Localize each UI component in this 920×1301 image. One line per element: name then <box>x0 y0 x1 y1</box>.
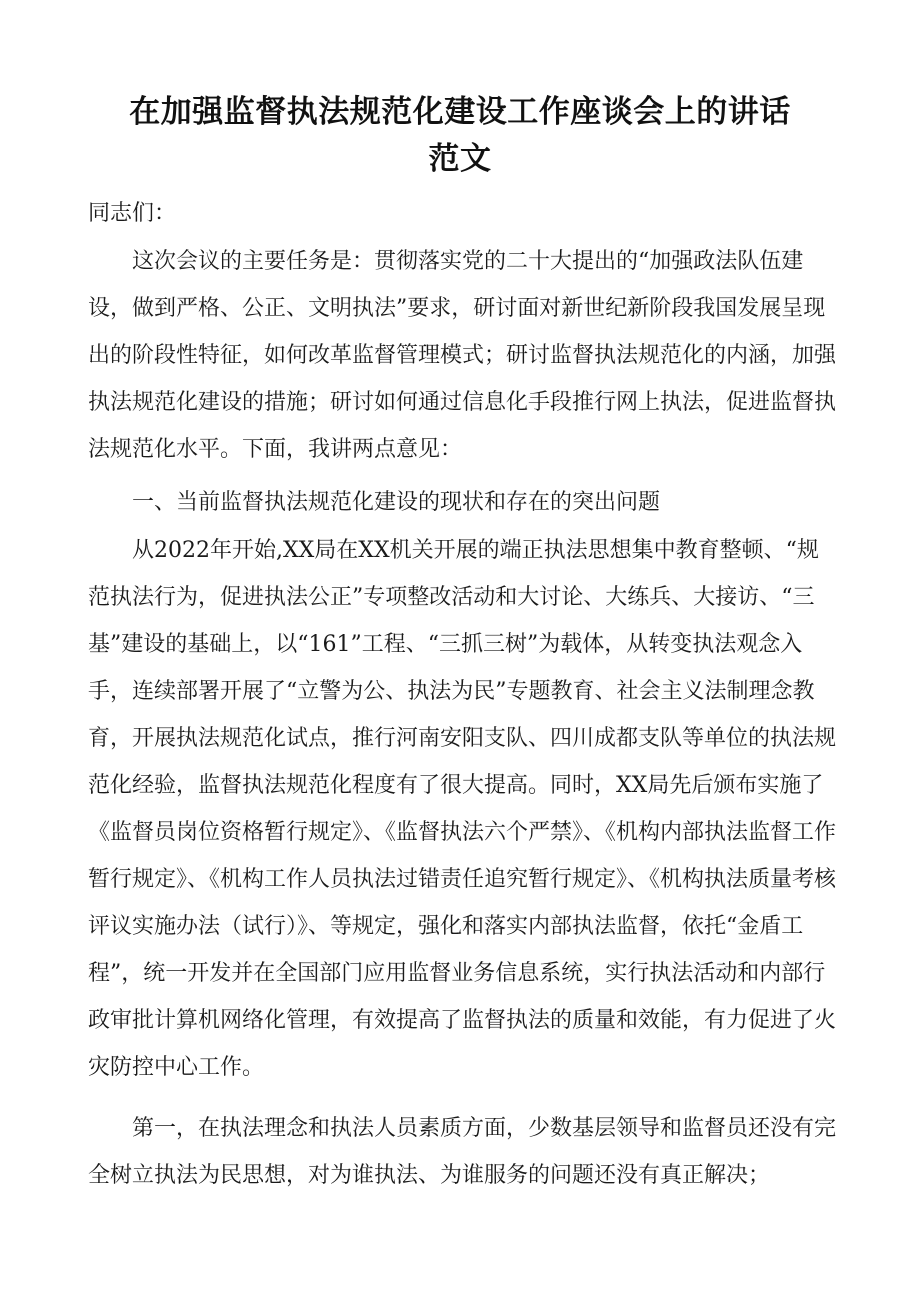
salutation: 同志们： <box>88 201 177 226</box>
document-title-line-1: 在加强监督执法规范化建设工作座谈会上的讲话 <box>129 94 791 130</box>
paragraph-status: 从2022年开始,XX局在XX机关开展的端正执法思想集中教育整顿、“规范执法行为，促进执法公正”专项整改活动和大讨论、大练兵、大接访、“三基”建设的基础上，以“161”工程、“三抓三树”为载体，从转变执法观念入手，连续部署开展了“立警为公、执法为民”专题教育、社会主义法制理念教育，开展执法规范化试点，推行河南安阳支队、四川成都支队等单位的执法规范化经验，监督执法规范化程度有了很大提高。同时，XX局先后颁布实施了《监督员岗位资格暂行规定》、《监督执法六个严禁》、《机构内部执法监督工作暂行规定》、《机构工作人员执法过错责任追究暂行规定》、《机构执法质量考核评议实施办法（试行）》、等规定，强化和落实内部执法监督，依托“金盾工程”，统一开发并在全国部门应用监督业务信息系统，实行执法活动和内部行政审批计算机网络化管理，有效提高了监督执法的质量和效能，有力促进了火灾防控中心工作。 <box>88 538 837 1080</box>
paragraph-first-point: 第一，在执法理念和执法人员素质方面，少数基层领导和监督员还没有完全树立执法为民思想，对为谁执法、为谁服务的问题还没有真正解决； <box>88 1116 837 1188</box>
section-heading: 一、当前监督执法规范化建设的现状和存在的突出问题 <box>132 490 661 515</box>
paragraph-intro: 这次会议的主要任务是：贯彻落实党的二十大提出的“加强政法队伍建设，做到严格、公正、文明执法”要求，研讨面对新世纪新阶段我国发展呈现出的阶段性特征，如何改革监督管理模式；研讨监督执法规范化的内涵，加强执法规范化建设的措施；研讨如何通过信息化手段推行网上执法，促进监督执法规范化水平。下面，我讲两点意见： <box>88 249 837 462</box>
document-title-line-2: 范文 <box>428 141 492 177</box>
